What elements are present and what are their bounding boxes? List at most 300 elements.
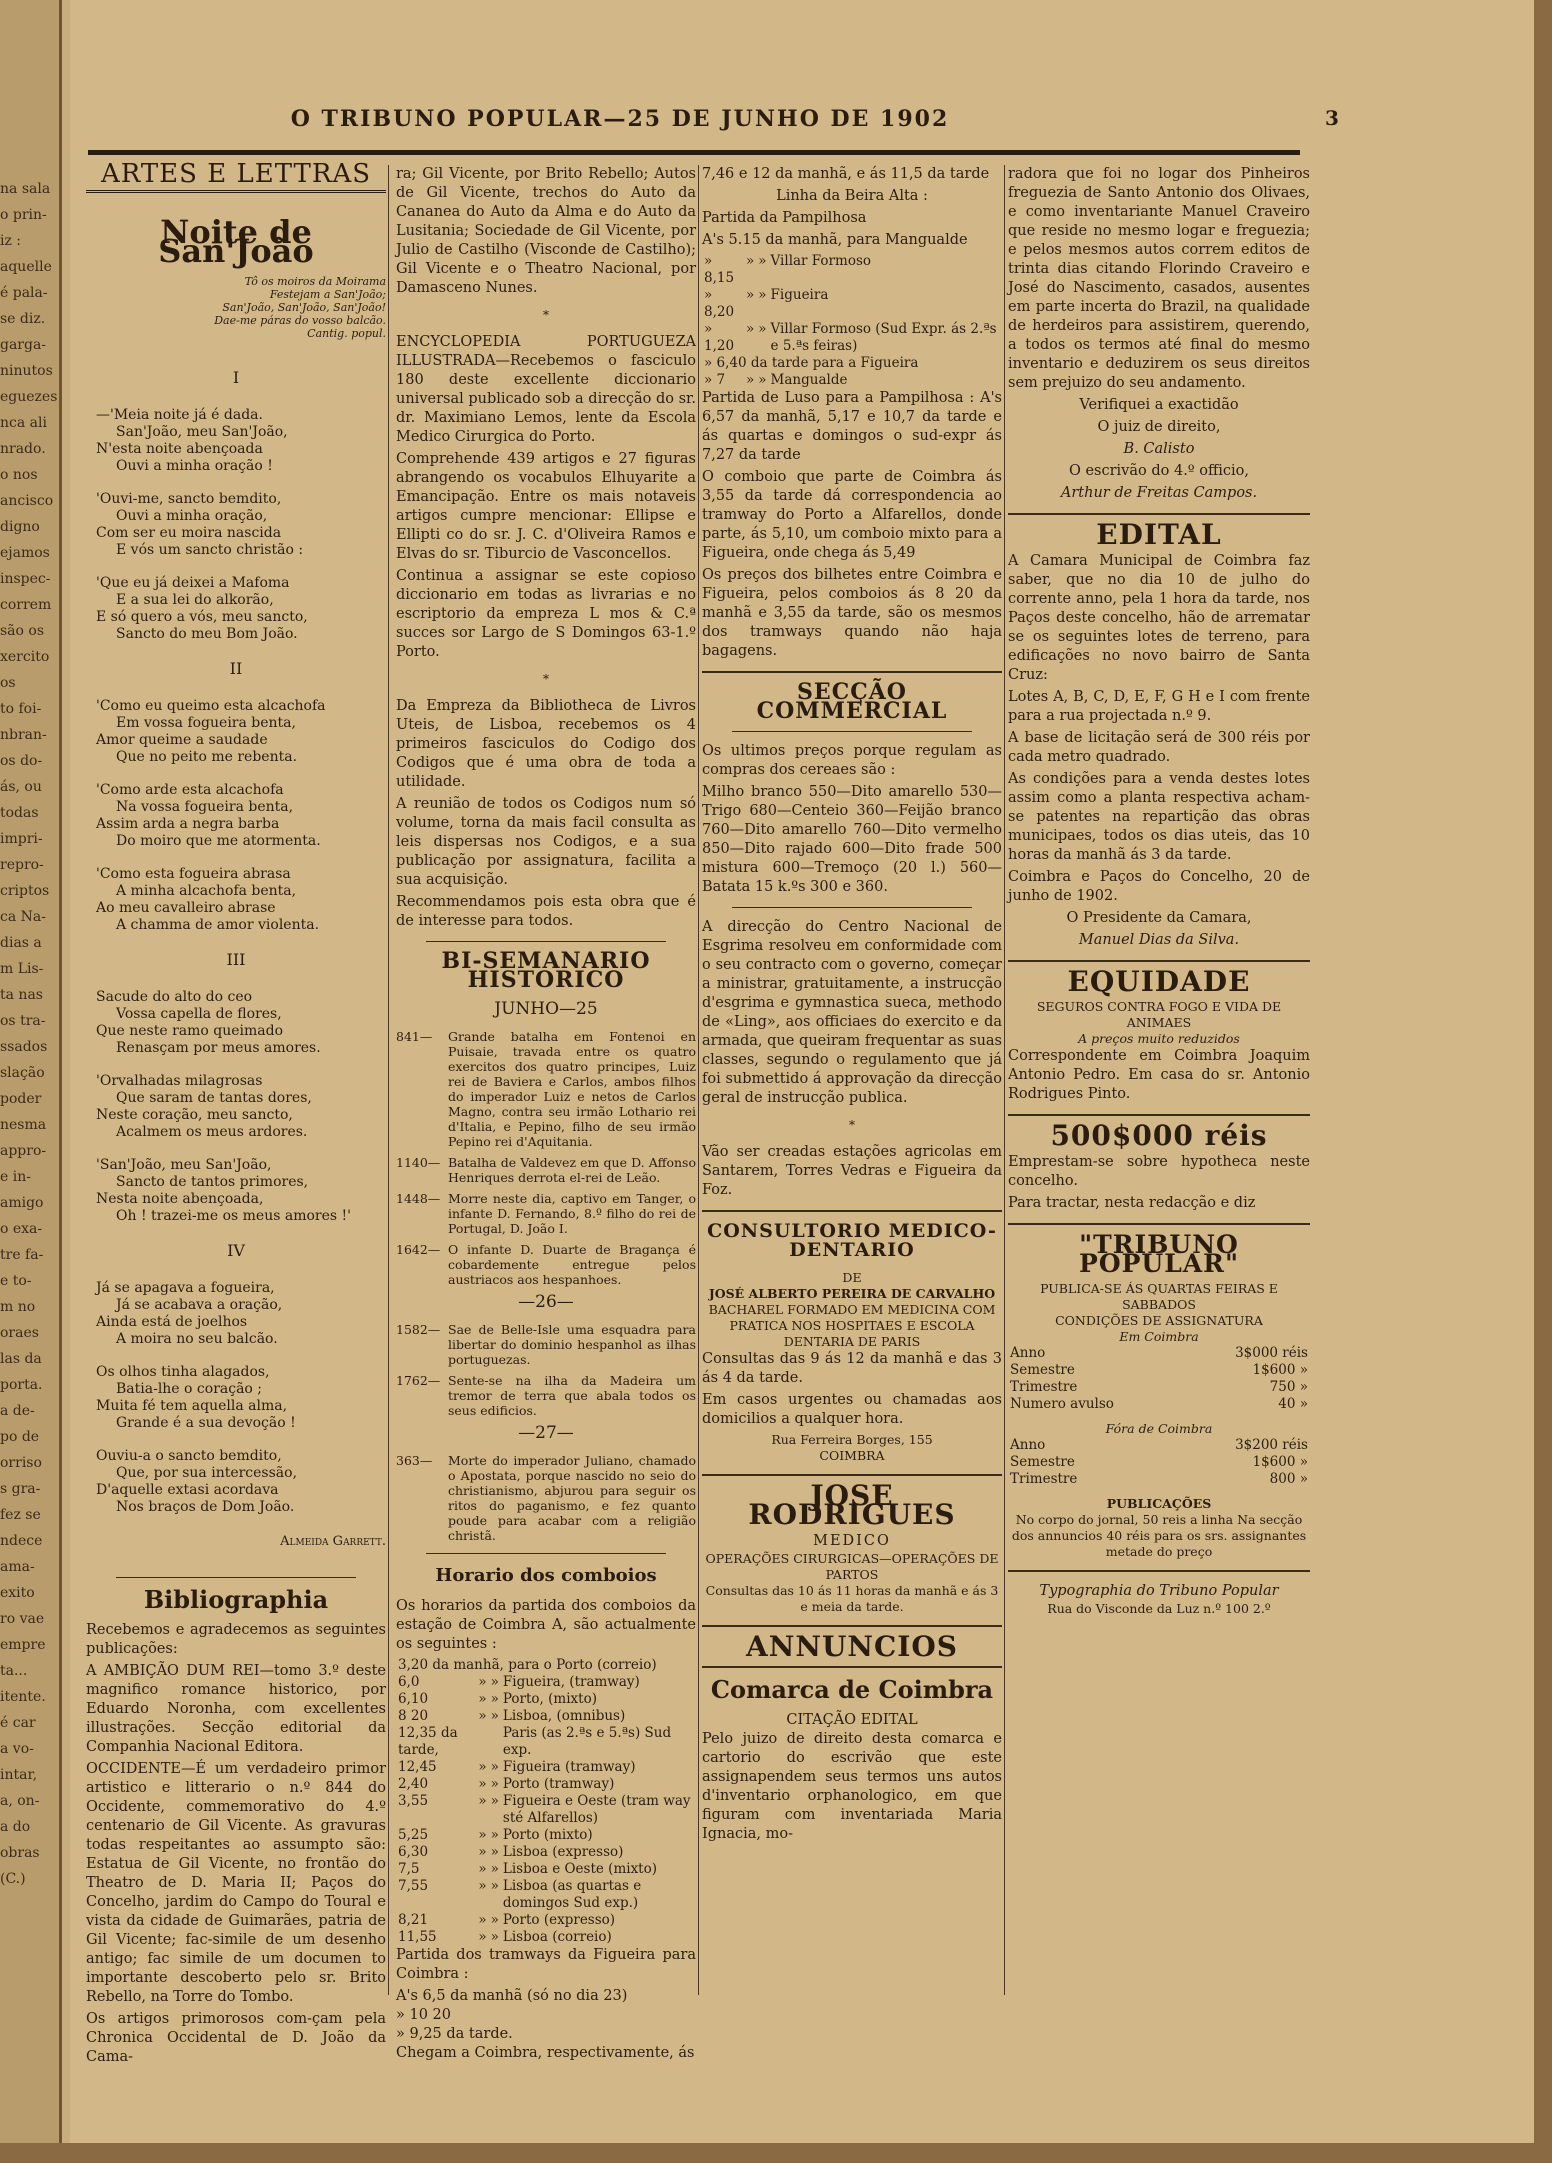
- price-value: 1$600 »: [1252, 1362, 1308, 1378]
- timetable-row: [396, 1708, 696, 1725]
- poem-line: 'Que eu já deixei a Mafoma: [96, 575, 290, 591]
- previous-page-fragment: ndece: [0, 1533, 43, 1549]
- timetable-row: [702, 253, 1002, 287]
- epigraph-line: San'João, San'João, San'João!: [222, 301, 386, 314]
- previous-page-fragment: intar,: [0, 1767, 38, 1783]
- timetable-row: [396, 1929, 696, 1946]
- equidade-sub: SEGUROS CONTRA FOGO E VIDA DE ANIMAES: [1036, 999, 1282, 1030]
- timetable-cell: »: [478, 1827, 487, 1843]
- column-1: [86, 159, 386, 2070]
- paragraph: Para tractar, nesta redacção e diz: [1008, 1195, 1256, 1211]
- timetable-cell: 3,20 da manhã, para o Porto (correio): [398, 1657, 657, 1673]
- timetable-cell: 8,21: [398, 1912, 429, 1928]
- price-row: [1008, 1396, 1310, 1413]
- previous-page-fragment: nesma: [0, 1117, 47, 1133]
- column-4: [1008, 165, 1310, 1617]
- timetable-cell: Lisboa (as quartas e domingos Sud exp.): [502, 1878, 642, 1911]
- comarca-heading: Comarca de Coimbra: [710, 1675, 994, 1704]
- divider: [702, 1625, 1002, 1627]
- consultorio-de: DE: [842, 1270, 862, 1285]
- paragraph: Lotes A, B, C, D, E, F, G H e I com frente para a rua projectada n.º 9.: [1008, 689, 1310, 724]
- previous-page-fragment: são os: [0, 623, 45, 639]
- timetable-cell: Figueira, (tramway): [502, 1674, 640, 1690]
- poem-line: Sacude do alto do ceo: [96, 989, 253, 1005]
- poem-line: Ao meu cavalleiro abrase: [96, 900, 276, 916]
- previous-page-fragment: to foi-: [0, 701, 42, 717]
- timetable-cell: Paris (as 2.ªs e 5.ªs) Sud exp.: [502, 1725, 672, 1758]
- stanza: [86, 1364, 386, 1432]
- poem-line: Grande é a sua devoção !: [116, 1415, 296, 1431]
- previous-page-fragment: ro vae: [0, 1611, 45, 1627]
- previous-page-fragment: ninutos: [0, 363, 53, 379]
- timetable-cell: Porto, (mixto): [502, 1691, 597, 1707]
- paragraph: A's 5.15 da manhã, para Mangualde: [702, 232, 968, 248]
- timetable-cell: »: [490, 1844, 499, 1860]
- price-table: [1008, 1437, 1310, 1488]
- timetable-cell: »: [758, 253, 767, 269]
- poem-line: Batia-lhe o coração ;: [116, 1381, 263, 1397]
- previous-page-fragment: exito: [0, 1585, 35, 1601]
- timetable-cell: »: [478, 1674, 487, 1690]
- timetable-cell: 12,45: [398, 1759, 437, 1775]
- page-number: 3: [1325, 106, 1339, 130]
- timetable: [702, 253, 1002, 389]
- stanza: [86, 575, 386, 643]
- stanza: [86, 698, 386, 766]
- tribuno-publica: PUBLICA-SE ÁS QUARTAS FEIRAS E SABBADOS: [1040, 1281, 1278, 1312]
- poem-line: Que no peito me rebenta.: [116, 749, 298, 765]
- paragraph: Comprehende 439 artigos e 27 figuras abrangendo os vocabulos Elhuyarite a Emancipação. Entre os mais notaveis artigos cumpre mencionar: Ellipse e Ellipti co do sr. J. C. d'Oliveira Ramos e Elvas do sr. Tiburcio de Vasconcellos.: [396, 451, 696, 562]
- timetable-cell: Figueira: [770, 287, 829, 303]
- edital-heading: EDITAL: [1096, 518, 1222, 551]
- typographia: Typographia do Tribuno Popular: [1039, 1583, 1279, 1599]
- horario-heading: Horario dos comboios: [435, 1565, 657, 1586]
- signature: Arthur de Freitas Campos.: [1060, 485, 1258, 501]
- previous-page-fragment: e to-: [0, 1273, 32, 1289]
- event-year: 1642—: [396, 1242, 441, 1257]
- poem-line: Com ser eu moira nascida: [96, 525, 282, 541]
- previous-page-fragment: las da: [0, 1351, 42, 1367]
- divider: [1008, 1570, 1310, 1572]
- stanza: [86, 866, 386, 934]
- price-row: [1008, 1471, 1310, 1488]
- poem-line: A minha alcachofa benta,: [116, 883, 297, 899]
- price-value: 3$000 réis: [1235, 1345, 1308, 1361]
- poem-line: Ouvi a minha oração !: [116, 458, 273, 474]
- paragraph: ra; Gil Vicente, por Brito Rebello; Autos de Gil Vicente, trechos do Auto da Cananea do Auto da Alma e do Auto da Lusitania; Sociedade de Gil Vicente, por Julio de Castilho (Visconde de Castilho); Gil Vicente e o Theatro Nacional, por Damasceno Nunes.: [396, 166, 696, 296]
- divider: [702, 1210, 1002, 1212]
- column-3: [702, 165, 1002, 1847]
- timetable-row: [396, 1861, 696, 1878]
- paragraph: A AMBIÇÃO DUM REI—tomo 3.º deste magnifico romance historico, por Eduardo Noronha, com excellentes illustrações. Secção editorial da Companhia Nacional Editora.: [86, 1663, 386, 1755]
- timetable-cell: »: [490, 1776, 499, 1792]
- timetable-cell: »: [478, 1691, 487, 1707]
- date-heading: —27—: [518, 1423, 574, 1443]
- timetable-cell: »: [758, 287, 767, 303]
- timetable-cell: Lisboa e Oeste (mixto): [502, 1861, 658, 1877]
- previous-page-fragment: é pala-: [0, 285, 48, 301]
- paragraph: As condições para a venda destes lotes assim como a planta respectiva acham-se patentes na repartição das obras municipaes, todos os dias uteis, das 10 horas da manhã ás 3 da tarde.: [1008, 771, 1310, 863]
- previous-page-fragment: itente.: [0, 1689, 46, 1705]
- previous-page-fragment: oraes: [0, 1325, 39, 1341]
- tribuno-heading: "TRIBUNO POPULAR": [1079, 1230, 1239, 1278]
- timetable-cell: » 8,20: [704, 287, 735, 320]
- poem-title: Noite de San'João: [158, 213, 314, 270]
- paragraph: A Camara Municipal de Coimbra faz saber, que no dia 10 de julho do corrente anno, pela 1 hora da tarde, nos Paços deste concelho, hão de arrematar se os seguintes lotes de terreno, para edificações no novo bairro de Santa Cruz:: [1008, 553, 1310, 683]
- stanza: [86, 491, 386, 559]
- stanza: [86, 1448, 386, 1516]
- paragraph: Emprestam-se sobre hypotheca neste concelho.: [1008, 1154, 1310, 1189]
- timetable-cell: »: [478, 1776, 487, 1792]
- previous-page-fragment: impri-: [0, 831, 43, 847]
- page-edge: [0, 2143, 1552, 2163]
- poem-line: D'aquelle extasi acordava: [96, 1482, 279, 1498]
- timetable-cell: »: [490, 1929, 499, 1945]
- previous-page-fragment: fez se: [0, 1507, 41, 1523]
- price-row: [1008, 1362, 1310, 1379]
- previous-page-fragment: (C.): [0, 1871, 26, 1887]
- price-row: [1008, 1379, 1310, 1396]
- tram-row: » 9,25 da tarde.: [396, 2026, 513, 2042]
- poem-line: Ouvi a minha oração,: [116, 508, 268, 524]
- previous-page-fragment: a de-: [0, 1403, 35, 1419]
- price-value: 750 »: [1269, 1379, 1308, 1395]
- timetable-cell: 12,35 da tarde,: [398, 1725, 458, 1758]
- poem-line: Que saram de tantas dores,: [116, 1090, 312, 1106]
- equidade-heading: EQUIDADE: [1067, 965, 1251, 998]
- poem-line: 'San'João, meu San'João,: [96, 1157, 272, 1173]
- previous-page-fragment: a do: [0, 1819, 31, 1835]
- paragraph: Recebemos e agradecemos as seguintes publicações:: [86, 1622, 386, 1657]
- history-event: [396, 1191, 696, 1236]
- poem-line: Já se acabava a oração,: [116, 1297, 283, 1313]
- divider: [702, 1666, 1002, 1668]
- poem-line: 'Como arde esta alcachofa: [96, 782, 284, 798]
- typographia-address: Rua do Visconde da Luz n.º 100 2.º: [1047, 1601, 1271, 1616]
- poem-line: —'Meia noite já é dada.: [96, 407, 263, 423]
- timetable-cell: »: [746, 287, 755, 303]
- timetable-row: [702, 372, 1002, 389]
- column-rule: [1004, 165, 1005, 1995]
- poem-line: Renasçam por meus amores.: [116, 1040, 321, 1056]
- previous-page-fragment: nrado.: [0, 441, 46, 457]
- previous-page-fragment: poder: [0, 1091, 42, 1107]
- divider: [426, 1553, 666, 1554]
- divider: [116, 1577, 356, 1578]
- paragraph: Chegam a Coimbra, respectivamente, ás: [396, 2045, 695, 2061]
- previous-page-fragment: o prin-: [0, 207, 47, 223]
- timetable-cell: »: [490, 1793, 499, 1809]
- timetable-cell: 8 20: [398, 1708, 429, 1724]
- previous-page-fragment: ama-: [0, 1559, 35, 1575]
- events-list: [396, 1322, 696, 1418]
- poem-line: 'Ouvi-me, sancto bemdito,: [96, 491, 282, 507]
- separator-star: *: [543, 308, 549, 322]
- price-row: [1008, 1437, 1310, 1454]
- date-heading: JUNHO—25: [494, 999, 598, 1019]
- previous-page-fragment: nca ali: [0, 415, 47, 431]
- paragraph: Os artigos primorosos com-çam pela Chronica Occidental de D. João da Cama-: [86, 2011, 386, 2065]
- previous-page-fragment: m Lis-: [0, 961, 44, 977]
- price-value: 800 »: [1269, 1471, 1308, 1487]
- timetable-cell: »: [746, 372, 755, 388]
- previous-page-fragment: ta nas: [0, 987, 43, 1003]
- poem-line: A chamma de amor violenta.: [116, 917, 320, 933]
- previous-page-edge: [0, 0, 62, 2163]
- page-edge: [1534, 0, 1552, 2163]
- timetable-row: [396, 1776, 696, 1793]
- event-text: Morte do imperador Juliano, chamado o Apostata, porque nascido no seio do christianismo, abjurou para seguir os ritos do paganismo, e fez quanto poude para acabar com a religião christã.: [448, 1453, 696, 1543]
- previous-page-fragment: o nos: [0, 467, 38, 483]
- poem-line: Sancto do meu Bom João.: [116, 626, 298, 642]
- poem-line: E só quero a vós, meu sancto,: [96, 609, 308, 625]
- poem-line: Sancto de tantos primores,: [116, 1174, 309, 1190]
- previous-page-fragment: e in-: [0, 1169, 31, 1185]
- timetable-cell: Villar Formoso: [770, 253, 871, 269]
- condicoes-heading: CONDIÇÕES DE ASSIGNATURA: [1055, 1313, 1263, 1328]
- timetable-cell: 11,55: [398, 1929, 437, 1945]
- event-text: Sae de Belle-Isle uma esquadra para libertar do dominio hespanhol as ilhas portuguezas.: [448, 1322, 696, 1367]
- epigraph-line: Dae-me páras do vosso balcão.: [214, 314, 386, 327]
- paragraph: Coimbra e Paços do Concelho, 20 de junho de 1902.: [1008, 869, 1310, 904]
- previous-page-fragment: dias a: [0, 935, 42, 951]
- paragraph: Milho branco 550—Dito amarello 530—Trigo 680—Centeio 360—Feijão branco 760—Dito amarello 760—Dito vermelho 850—Dito rajado 600—Dito frade 500 mistura 600—Tremoço (20 l.) 560—Batata 15 k.ºs 300 e 360.: [702, 784, 1002, 895]
- jose-rodrigues-heading: JOSE RODRIGUES: [748, 1479, 956, 1531]
- poem-line: Que neste ramo queimado: [96, 1023, 284, 1039]
- previous-page-fragment: todas: [0, 805, 39, 821]
- timetable-cell: 7,5: [398, 1861, 420, 1877]
- paragraph: Consultas das 10 ás 11 horas da manhã e ás 3 e meia da tarde.: [705, 1583, 999, 1614]
- consultorio-city: COIMBRA: [819, 1448, 885, 1463]
- timetable-cell: »: [746, 253, 755, 269]
- previous-page-fragment: s gra-: [0, 1481, 41, 1497]
- event-text: O infante D. Duarte de Bragança é cobardemente entregue pelos austriacos aos hespanhoes.: [448, 1242, 696, 1287]
- timetable-cell: »: [490, 1674, 499, 1690]
- jr-title: MEDICO: [813, 1533, 891, 1549]
- timetable-cell: 2,40: [398, 1776, 429, 1792]
- previous-page-fragment: garga-: [0, 337, 47, 353]
- timetable-row: [396, 1844, 696, 1861]
- part-number: I: [232, 368, 240, 387]
- em-coimbra: Em Coimbra: [1119, 1329, 1199, 1344]
- previous-page-fragment: ta...: [0, 1663, 28, 1679]
- previous-page-fragment: repro-: [0, 857, 44, 873]
- column-2: [396, 165, 696, 2066]
- previous-page-fragment: slação: [0, 1065, 45, 1081]
- timetable-cell: »: [478, 1708, 487, 1724]
- paragraph: A base de licitação será de 300 réis por cada metro quadrado.: [1008, 730, 1310, 765]
- timetable-cell: 6,10: [398, 1691, 429, 1707]
- paragraph: Recommendamos pois esta obra que é de interesse para todos.: [396, 894, 696, 929]
- previous-page-fragment: os tra-: [0, 1013, 46, 1029]
- poem-line: Do moiro que me atormenta.: [116, 833, 321, 849]
- poem-line: 'Orvalhadas milagrosas: [96, 1073, 263, 1089]
- bibliographia-heading: Bibliographia: [143, 1585, 329, 1614]
- previous-page-fragment: os: [0, 675, 16, 691]
- timetable-cell: Mangualde: [770, 372, 848, 388]
- poem-line: Os olhos tinha alagados,: [96, 1364, 270, 1380]
- divider: [702, 1474, 1002, 1476]
- previous-page-fragment: xercito: [0, 649, 50, 665]
- poem-line: 'Como esta fogueira abrasa: [96, 866, 291, 882]
- poem-line: Ainda está de joelhos: [96, 1314, 248, 1330]
- signature: B. Calisto: [1123, 441, 1195, 457]
- event-year: 1582—: [396, 1322, 441, 1337]
- paragraph: Da Empreza da Bibliotheca de Livros Uteis, de Lisboa, recebemos os 4 primeiros fasciculos do Codigo dos Codigos que é uma obra de toda a utilidade.: [396, 698, 696, 790]
- history-event: [396, 1155, 696, 1185]
- consultorio-desc: BACHAREL FORMADO EM MEDICINA COM PRATICA NOS HOSPITAES E ESCOLA DENTARIA DE PARIS: [708, 1302, 996, 1349]
- timetable-cell: Villar Formoso (Sud Expr. ás 2.ªs e 5.ªs feiras): [770, 321, 997, 354]
- poem-line: E a sua lei do alkorão,: [116, 592, 274, 608]
- masthead-rule: [88, 150, 1300, 155]
- timetable: [396, 1657, 696, 1946]
- divider: [1008, 960, 1310, 962]
- separator-star: *: [543, 672, 549, 686]
- timetable-cell: »: [758, 372, 767, 388]
- event-text: Sente-se na ilha da Madeira um tremor de terra que abala todos os seus edificios.: [448, 1373, 696, 1418]
- price-label: Anno: [1010, 1437, 1046, 1453]
- previous-page-fragment: se diz.: [0, 311, 46, 327]
- divider: [1008, 1223, 1310, 1225]
- epigraph: [86, 275, 386, 340]
- poem-line: Ouviu-a o sancto bemdito,: [96, 1448, 282, 1464]
- timetable-cell: 3,55: [398, 1793, 429, 1809]
- timetable-row: [396, 1691, 696, 1708]
- previous-page-fragment: os do-: [0, 753, 43, 769]
- price-row: [1008, 1454, 1310, 1471]
- event-year: 1448—: [396, 1191, 441, 1206]
- timetable-cell: »: [490, 1759, 499, 1775]
- price-label: Semestre: [1010, 1454, 1075, 1470]
- poem-line: E vós um sancto christão :: [116, 542, 304, 558]
- previous-page-fragment: a vo-: [0, 1741, 34, 1757]
- stanza: [86, 1157, 386, 1225]
- previous-page-fragment: amigo: [0, 1195, 44, 1211]
- timetable-cell: »: [490, 1912, 499, 1928]
- divider: [1008, 513, 1310, 515]
- timetable-cell: »: [490, 1691, 499, 1707]
- paragraph: Linha da Beira Alta :: [776, 188, 928, 204]
- timetable-cell: »: [478, 1793, 487, 1809]
- poem-line: Oh ! trazei-me os meus amores !': [116, 1208, 351, 1224]
- reis-heading: 500$000 réis: [1050, 1119, 1268, 1152]
- price-label: Anno: [1010, 1345, 1046, 1361]
- event-text: Grande batalha em Fontenoi en Puisaie, travada entre os quatro exercitos dos quatro principes, Luiz rei de Baviera e Carlos, ambos filhos do imperador Luiz e netos de Carlos Magno, contra seu irmão Lothario rei d'Italia, e Pepino, filho de seu irmão Pepino rei d'Aquitania.: [448, 1029, 696, 1149]
- previous-page-fragment: o exa-: [0, 1221, 43, 1237]
- previous-page-fragment: a, on-: [0, 1793, 40, 1809]
- previous-page-fragment: po de: [0, 1429, 40, 1445]
- poem-line: Nesta noite abençoada,: [96, 1191, 264, 1207]
- paragraph: Continua a assignar se este copioso diccionario em todas as livrarias e no escriptorio da empreza L mos & C.ª succes sor Largo de S Domingos 63-1.º Porto.: [396, 568, 696, 660]
- timetable-cell: »: [746, 321, 755, 337]
- event-year: 363—: [396, 1453, 433, 1468]
- paragraph: Verifiquei a exactidão: [1079, 397, 1239, 413]
- timetable-row: [396, 1827, 696, 1844]
- stanza: [86, 782, 386, 850]
- price-table: [1008, 1345, 1310, 1413]
- timetable-row: [396, 1912, 696, 1929]
- stanza: [86, 989, 386, 1057]
- previous-page-fragment: appro-: [0, 1143, 47, 1159]
- poem-line: San'João, meu San'João,: [116, 424, 288, 440]
- timetable-cell: Figueira e Oeste (tram way sté Alfarellos): [502, 1793, 691, 1826]
- part-number: II: [229, 659, 243, 678]
- event-text: Morre neste dia, captivo em Tanger, o infante D. Fernando, 8.º filho do rei de Portugal, D. João I.: [448, 1191, 696, 1236]
- stanza: [86, 1073, 386, 1141]
- timetable-cell: »: [478, 1929, 487, 1945]
- previous-page-fragment: nbran-: [0, 727, 47, 743]
- timetable-cell: »: [490, 1861, 499, 1877]
- tram-row: » 10 20: [396, 2007, 451, 2023]
- history-event: [396, 1322, 696, 1367]
- poem-line: A moira no seu balcão.: [116, 1331, 278, 1347]
- price-value: 3$200 réis: [1235, 1437, 1308, 1453]
- bisemanario-heading: BI-SEMANARIO HISTORICO: [441, 948, 651, 993]
- timetable-cell: » 6,40 da tarde para a Figueira: [704, 355, 919, 371]
- price-row: [1008, 1345, 1310, 1362]
- timetable-cell: Figueira (tramway): [502, 1759, 636, 1775]
- part-number: III: [226, 950, 246, 969]
- previous-page-fragment: ancisco: [0, 493, 54, 509]
- price-value: 40 »: [1278, 1396, 1308, 1412]
- history-event: [396, 1242, 696, 1287]
- previous-page-fragment: aquelle: [0, 259, 52, 275]
- paragraph: ENCYCLOPEDIA PORTUGUEZA ILLUSTRADA—Recebemos o fasciculo 180 deste excellente diccionario universal publicado sob a direcção do sr. dr. Maximiano Lemos, lente da Escola Medico Cirurgica do Porto.: [396, 334, 696, 445]
- price-label: Semestre: [1010, 1362, 1075, 1378]
- timetable-cell: 7,55: [398, 1878, 429, 1894]
- previous-page-fragment: orriso: [0, 1455, 42, 1471]
- timetable-row: [702, 287, 1002, 321]
- epigraph-source: Cantig. popul.: [307, 327, 386, 340]
- paragraph: O comboio que parte de Coimbra ás 3,55 da tarde dá correspondencia ao tramway do Porto a Alfarellos, donde parte, ás 5,10, um comboio mixto para a Figueira, onde chega ás 5,49: [702, 469, 1002, 561]
- fora-coimbra: Fóra de Coimbra: [1105, 1421, 1213, 1436]
- previous-page-fragment: empre: [0, 1637, 46, 1653]
- consultorio-name: JOSÉ ALBERTO PEREIRA DE CARVALHO: [708, 1286, 996, 1301]
- paragraph: A direcção do Centro Nacional de Esgrima resolveu em conformidade com o seu contracto com o governo, começar a ministrar, gratuitamente, a instrucção d'esgrima e gymnastica sueca, methodo de «Ling», aos officiaes do exercito e da armada, que queiram frequentar as suas classes, segundo o regulamento que já foi submettido á approvação da direcção geral de instrucção publica.: [702, 919, 1002, 1106]
- paragraph: O escrivão do 4.º officio,: [1068, 463, 1250, 479]
- annuncios-heading: ANNUNCIOS: [746, 1630, 958, 1663]
- divider: [732, 907, 972, 908]
- jr-operations: OPERAÇÕES CIRURGICAS—OPERAÇÕES DE PARTOS: [705, 1551, 999, 1582]
- poem-line: Neste coração, meu sancto,: [96, 1107, 293, 1123]
- paragraph: radora que foi no logar dos Pinheiros freguezia de Santo Antonio dos Olivaes, e como inventariante Manuel Craveiro que reside no mesmo logar e freguezia; e pelos mesmos autos correm editos de trinta dias citando Florindo Craveiro e José do Nascimento, casados, ausentes em parte incerta do Brazil, na qualidade de herdeiros para assistirem, querendo, a todos os termos até final do mesmo inventario e deduzirem os seus direitos sem prejuizo do seu andamento.: [1008, 166, 1310, 391]
- paragraph: Os preços dos bilhetes entre Coimbra e Figueira, pelos comboios ás 8 20 da manhã e 3,55 da tarde, são os mesmos dos tramways quando não haja bagagens.: [702, 567, 1002, 659]
- previous-page-fragment: digno: [0, 519, 40, 535]
- timetable-row: [396, 1878, 696, 1912]
- timetable-cell: »: [478, 1759, 487, 1775]
- event-year: 1762—: [396, 1373, 441, 1388]
- paragraph: O Presidente da Camara,: [1066, 910, 1252, 926]
- poem-line: Em vossa fogueira benta,: [116, 715, 296, 731]
- newspaper-page: [70, 0, 1540, 2163]
- previous-page-fragment: na sala: [0, 181, 51, 197]
- price-label: Numero avulso: [1010, 1396, 1114, 1412]
- event-text: Batalha de Valdevez em que D. Affonso Henriques derrota el-rei de Leão.: [448, 1155, 696, 1185]
- publicacoes-heading: PUBLICAÇÕES: [1106, 1496, 1212, 1511]
- poem-line: Muita fé tem aquella alma,: [96, 1398, 288, 1414]
- paragraph: No corpo do jornal, 50 reis a linha Na secção dos annuncios 40 réis para os srs. assignantes metade do preço: [1011, 1512, 1307, 1559]
- previous-page-fragment: ssados: [0, 1039, 48, 1055]
- timetable-cell: [476, 1725, 488, 1759]
- timetable-cell: Porto (tramway): [502, 1776, 615, 1792]
- previous-page-fragment: criptos: [0, 883, 50, 899]
- poem-line: Vossa capella de flores,: [116, 1006, 282, 1022]
- paragraph: Correspondente em Coimbra Joaquim Antonio Pedro. Em casa do sr. Antonio Rodrigues Pinto.: [1008, 1048, 1310, 1102]
- timetable-cell: Porto (mixto): [502, 1827, 593, 1843]
- paragraph: Partida dos tramways da Figueira para Coimbra :: [396, 1947, 696, 1982]
- paragraph: OCCIDENTE—É um verdadeiro primor artistico e litterario o n.º 844 do Occidente, commemorativo do 4.º centenario de Gil Vicente. As gravuras todas respeitantes ao assumpto são: Estatua de Gil Vicente, no frontão do Theatro de D. Maria II; Paços do Concelho, jardim do Campo do Toural e vista da cidade de Guimarães, patria de Gil Vicente; fac-simile de um desenho antigo; fac simile de um documen to importante descoberto pelo sr. Brito Rebello, na Torre do Tombo.: [86, 1761, 386, 2005]
- timetable-cell: » 7: [704, 372, 726, 388]
